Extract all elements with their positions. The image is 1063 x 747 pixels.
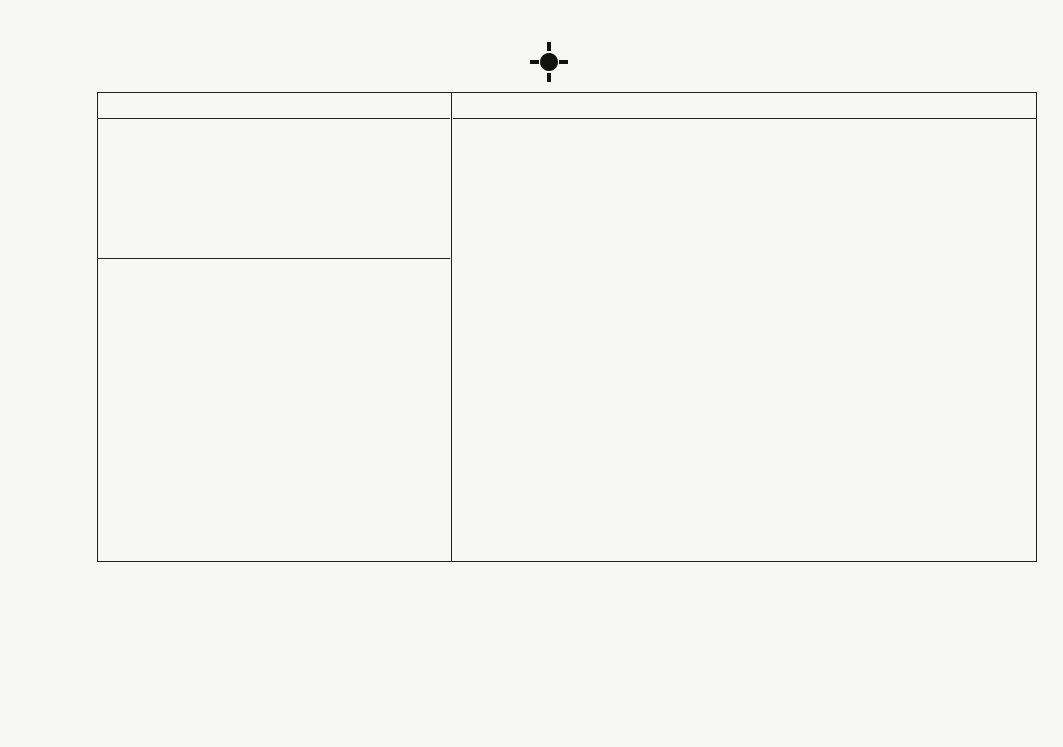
emblem-logo: [528, 40, 570, 84]
form-table: [97, 92, 1037, 562]
right-column-heading: [453, 93, 1036, 119]
economic-code-heading: [98, 93, 450, 119]
column-divider: [451, 93, 452, 561]
left-section-rule: [98, 258, 450, 259]
